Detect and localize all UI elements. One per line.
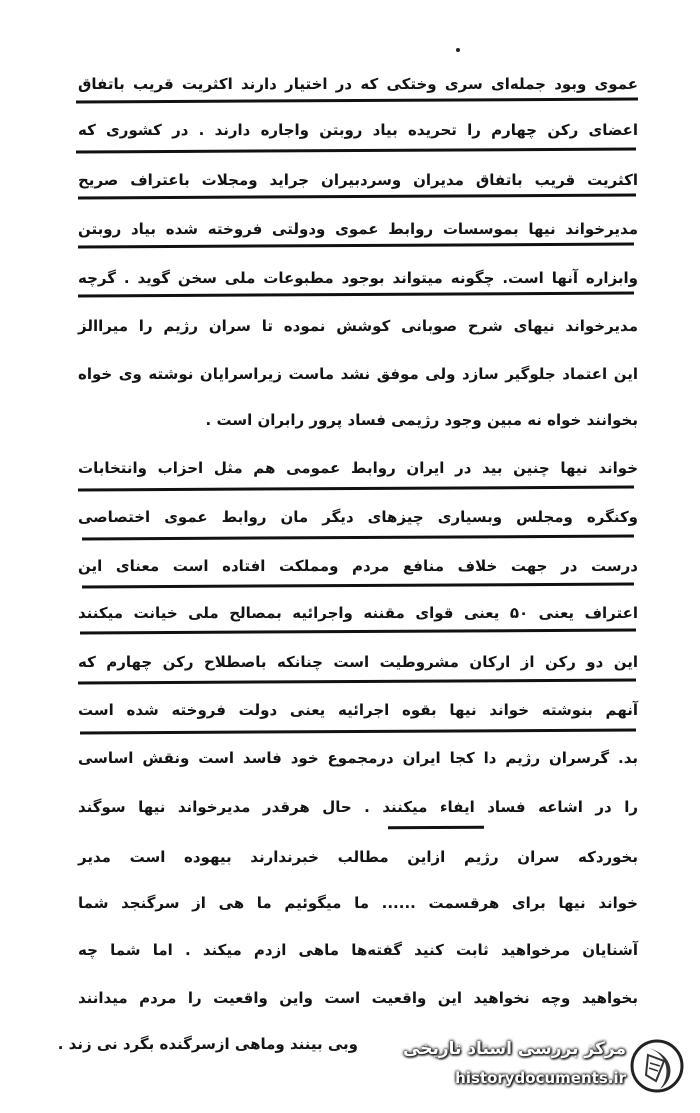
- document-line: وبی بینند وماهی ازسرگنده بگرد نی زند .: [57, 1035, 358, 1053]
- document-line: وابزاره آنها است. چگونه میتواند بوجود مطبوعات ملی سخن گوید . گرچه: [78, 269, 638, 287]
- underline: [388, 826, 484, 830]
- document-line: این دو رکن از ارکان مشروطیت است چنانکه باصطلاح رکن چهارم که: [78, 653, 638, 671]
- underline: [80, 729, 636, 735]
- archive-url: historydocuments.ir: [455, 1069, 626, 1087]
- document-line: آنهم بنوشته خواند نیها بقوه اجرائیه یعنی دولت فروخته شده است: [78, 701, 638, 719]
- document-line: خواند نیها برای هرقسمت ...... ما میگوئیم ما هی از سرگنجد شما: [78, 894, 638, 912]
- document-line: بخوانند خواه نه مبین وجود رژیمی فساد پرور رابران است .: [205, 411, 638, 429]
- document-line: این اعتماد جلوگیر سازد ولی موفق نشد ماست زیراسرایان نوشته وی خواه: [78, 365, 638, 383]
- document-line: درست در جهت خلاف منافع مردم ومملکت افتاده است معنای این: [78, 557, 638, 575]
- underline: [78, 679, 636, 685]
- page-mark-dot: [456, 48, 460, 52]
- document-line: بخواهید وچه نخواهید این واقعیت است واین واقعیت را مردم میدانند: [78, 989, 638, 1007]
- underline: [76, 148, 636, 154]
- underline: [80, 629, 636, 635]
- underline: [78, 486, 634, 492]
- document-line: مدیرخواند نیها بموسسات روابط عموی ودولتی فروخته شده بیاد روبتن: [78, 220, 638, 238]
- document-line: بخوردکه سران رژیم ازاین مطالب خبرندارند بیهوده است مدیر: [78, 848, 638, 866]
- underline: [78, 243, 634, 249]
- underline: [82, 535, 634, 541]
- underline: [82, 583, 634, 589]
- document-line: اکثریت قریب باتفاق مدیران وسردبیران جراید ومجلات باعتراف صریح: [78, 171, 638, 189]
- document-line: آشنایان مرخواهید ثابت کنید گفته‌ها ماهی ازدم میکند . اما شما چه: [78, 941, 638, 959]
- document-line: خواند نیها چنین بید در ایران روابط عمومی هم مثل احزاب وانتخابات: [78, 459, 638, 477]
- document-line: اعضای رکن چهارم را تحریده بیاد روبتن واجاره دارند . در کشوری که: [78, 121, 638, 139]
- underline: [78, 292, 634, 298]
- underline: [78, 194, 636, 200]
- archive-watermark: [388, 1033, 688, 1103]
- document-line: مدیرخواند نیهای شرح صوبانی کوشش نموده تا سران رژیم را میراالز: [78, 317, 638, 335]
- document-line: عموی وبود جمله‌ای سری وختکی که در اختیار دارند اکثریت قریب باتفاق: [78, 75, 638, 93]
- document-line: وکنگره ومجلس وبسیاری چیزهای دیگر مان روابط عموی اختصاصی: [78, 508, 638, 526]
- document-line: اعتراف یعنی ۵۰ یعنی قوای مقننه واجرائیه بمصالح ملی خیانت میکنند: [78, 604, 638, 622]
- archive-title: مرکز بررسی اسناد تاریخی: [403, 1039, 626, 1059]
- archive-logo-icon: [630, 1037, 684, 1095]
- document-line: را در اشاعه فساد ایفاء میکنند . حال هرقدر مدیرخواند نیها سوگند: [78, 798, 638, 816]
- document-line: بد. گرسران رژیم دا کجا ایران درمجموع خود فاسد است ونقش اساسی: [78, 749, 638, 767]
- underline: [76, 98, 638, 104]
